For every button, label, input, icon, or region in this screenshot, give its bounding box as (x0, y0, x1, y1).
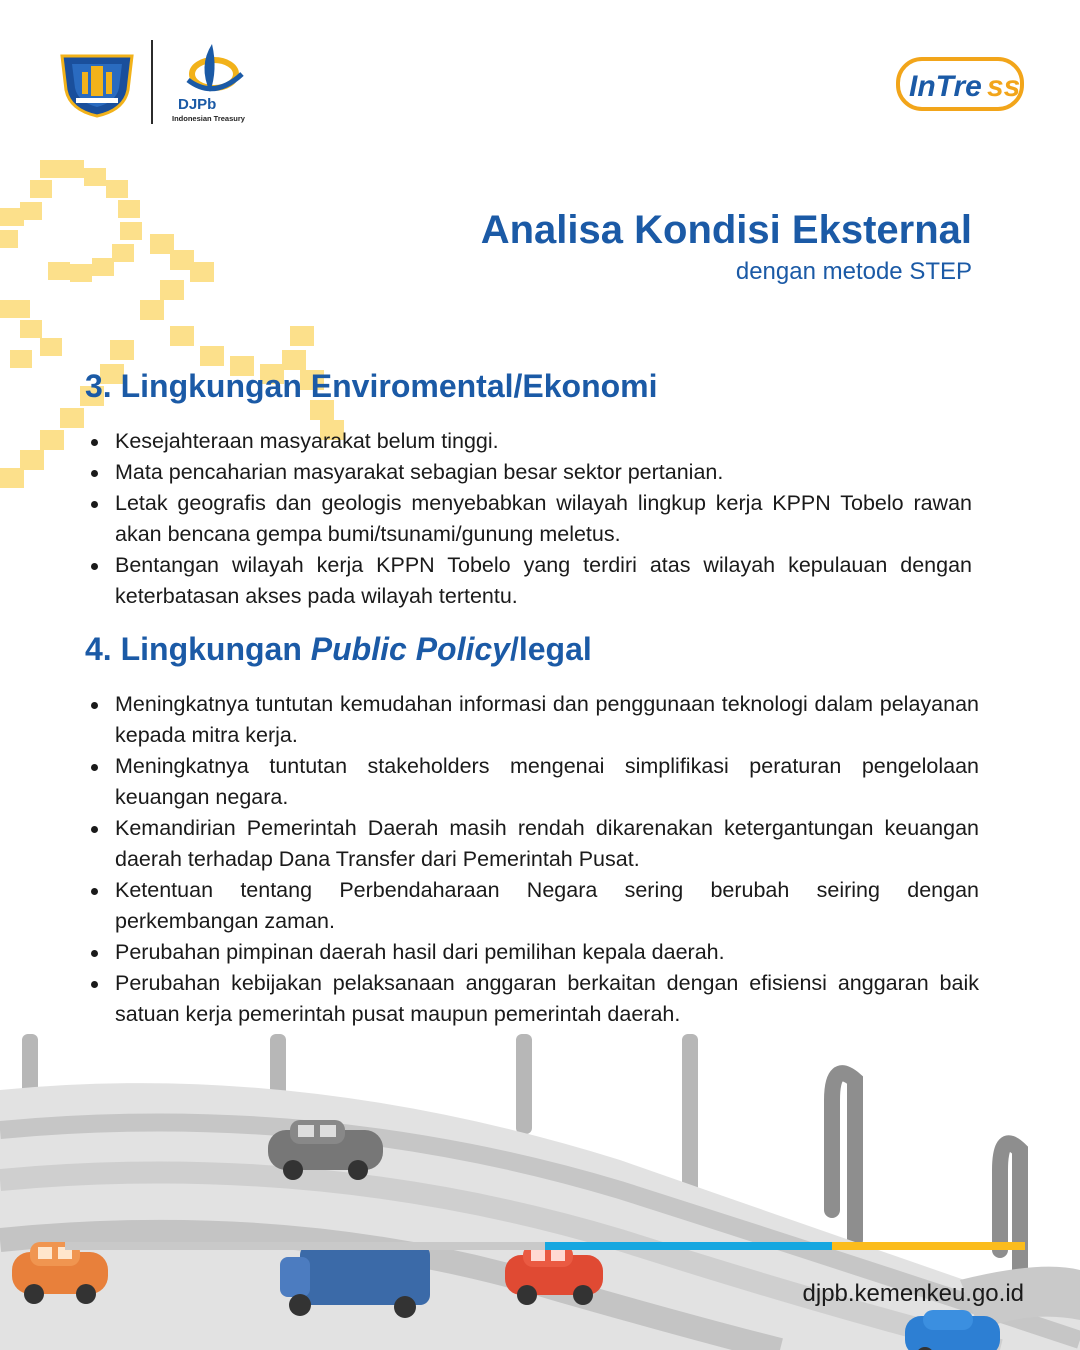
page-title: Analisa Kondisi Eksternal (480, 208, 972, 252)
svg-text:InTre: InTre (909, 70, 982, 103)
heading-italic: Public Policy (310, 631, 510, 667)
list-item: Ketentuan tentang Perbendaharaan Negara sering berubah seiring dengan perkembangan zaman. (115, 875, 979, 937)
list-item: Meningkatnya tuntutan kemudahan informasi dan penggunaan teknologi dalam pelayanan kepada mitra kerja. (115, 689, 979, 751)
page-subtitle: dengan metode STEP (735, 258, 972, 285)
list-item: Kemandirian Pemerintah Daerah masih rendah dikarenakan ketergantungan keuangan daerah terhadap Dana Transfer dari Pemerintah Pusat. (115, 813, 979, 875)
footer-stripe-gray (65, 1242, 545, 1250)
djpb-logo-subtext: Indonesian Treasury (172, 114, 245, 123)
section-heading-public-policy (85, 631, 592, 668)
public-policy-list (115, 689, 979, 1030)
list-item: Kesejahteraan masyarakat belum tinggi. (115, 426, 972, 457)
intress-logo-icon (895, 56, 1025, 112)
list-item: Letak geografis dan geologis menyebabkan wilayah lingkup kerja KPPN Tobelo rawan akan bencana gempa bumi/tsunami/gunung meletus. (115, 488, 972, 550)
environmental-list (115, 426, 972, 612)
heading-suffix: /legal (509, 631, 592, 667)
footer-url: djpb.kemenkeu.go.id (802, 1280, 1024, 1307)
footer-stripe-blue (545, 1242, 832, 1250)
section-heading-environmental: 3. Lingkungan Enviromental/Ekonomi (85, 368, 658, 404)
footer-stripe-yellow (832, 1242, 1025, 1250)
svg-text:ss: ss (987, 70, 1021, 103)
list-item: Meningkatnya tuntutan stakeholders mengenai simplifikasi peraturan pengelolaan keuangan negara. (115, 751, 979, 813)
list-item: Perubahan pimpinan daerah hasil dari pemilihan kepala daerah. (115, 937, 979, 968)
kemenkeu-logo-icon (58, 50, 136, 118)
list-item: Perubahan kebijakan pelaksanaan anggaran berkaitan dengan efisiensi anggaran baik satuan kerja pemerintah pusat maupun pemerintah daerah. (115, 968, 979, 1030)
heading-prefix: 4. Lingkungan (85, 631, 311, 667)
logo-divider (151, 40, 153, 124)
list-item: Bentangan wilayah kerja KPPN Tobelo yang terdiri atas wilayah kepulauan dengan keterbatasan akses pada wilayah tertentu. (115, 550, 972, 612)
list-item: Mata pencaharian masyarakat sebagian besar sektor pertanian. (115, 457, 972, 488)
djpb-logo-text: DJPb (178, 96, 217, 113)
